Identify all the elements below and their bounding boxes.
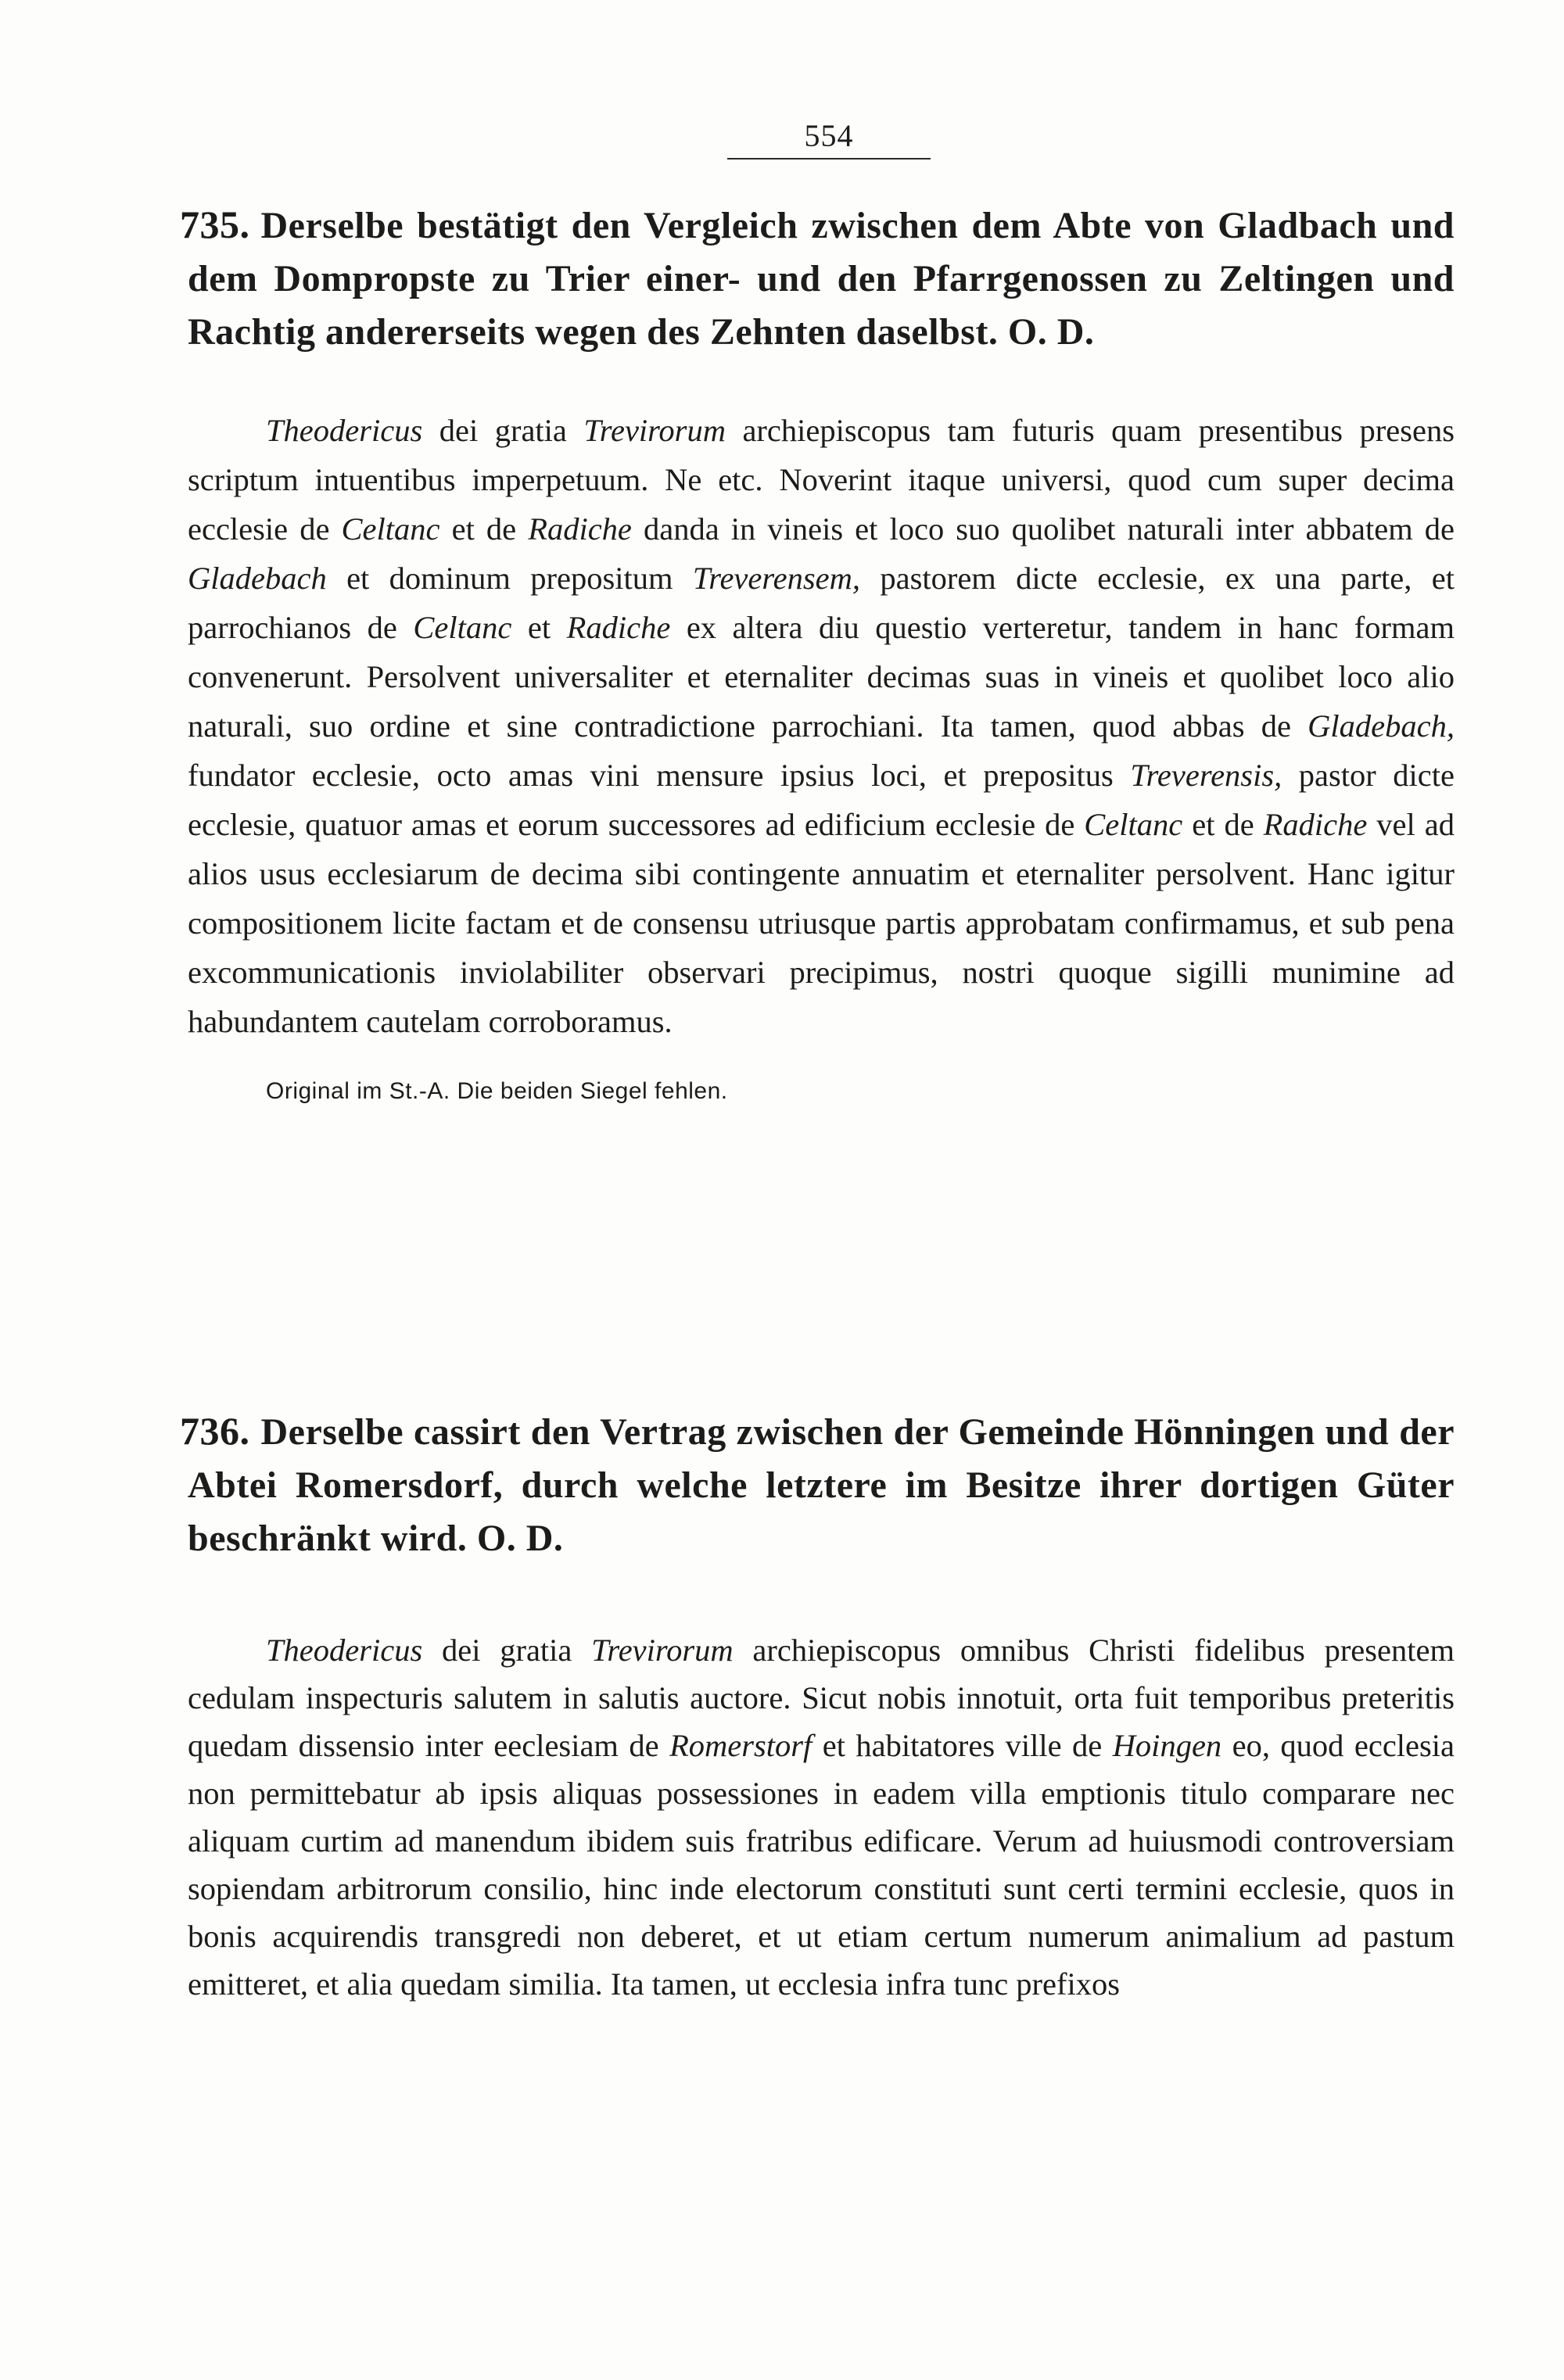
italic-name: Celtanc xyxy=(341,511,440,547)
text-run: pastor dicte ecclesie, quatuor amas et eorum successores ad edificium ecclesie de xyxy=(188,758,1455,843)
italic-name: Theodericus xyxy=(266,413,423,449)
text-run: et de xyxy=(1182,807,1264,843)
italic-name: Trevirorum xyxy=(591,1633,734,1669)
italic-name: Hoingen xyxy=(1112,1728,1222,1764)
italic-name: Trevirorum xyxy=(583,413,726,449)
text-run: dei gratia xyxy=(422,413,584,449)
page-number: 554 xyxy=(804,118,854,153)
text-run: et de xyxy=(439,511,529,547)
entry-heading-text: Derselbe cassirt den Vertrag zwischen der Gemeinde Hönningen und der Abtei Romersdorf, durch welche letztere im Besitze ihrer dortigen Güter beschränkt wird. O. D. xyxy=(188,1411,1455,1560)
italic-name: Radiche xyxy=(566,610,671,646)
italic-name: Theodericus xyxy=(266,1633,423,1669)
italic-name: Gladebach xyxy=(188,561,327,597)
entry-body xyxy=(188,406,1455,1046)
italic-name: Celtanc xyxy=(413,610,512,646)
italic-name: Treverensem, xyxy=(692,561,860,597)
italic-name: Treverensis, xyxy=(1130,758,1282,794)
text-run: archiepiscopus omnibus Christi fidelibus presentem cedulam inspecturis salutem in salutis auctore. Sicut nobis innotuit, orta fuit temporibus preteritis quedam dissensio inter eeclesiam de xyxy=(188,1633,1455,1764)
entry-735 xyxy=(180,197,1455,1105)
italic-name: Gladebach, xyxy=(1308,708,1455,744)
entry-source-note: Original im St.-A. Die beiden Siegel fehlen. xyxy=(266,1077,728,1104)
entry-number: 735. xyxy=(180,203,250,246)
italic-name: Radiche xyxy=(1263,807,1368,843)
italic-name: Romerstorf xyxy=(669,1728,812,1764)
text-run: archiepiscopus tam futuris quam presentibus presens scriptum intuentibus imperpetuum. Ne etc. Noverint itaque universi, quod cum super decima ecclesie de xyxy=(188,413,1455,547)
text-run: et xyxy=(511,610,567,646)
entry-heading xyxy=(180,1403,1455,1565)
text-run: et dominum prepositum xyxy=(326,561,693,597)
text-run: ex altera diu questio verteretur, tandem in hanc formam convenerunt. Persolvent universaliter et eternaliter decimas suas in vineis et quolibet loco alio naturali, suo ordine et sine contradictione parrochiani. Ita tamen, quod abbas de xyxy=(188,610,1455,744)
entry-number: 736. xyxy=(180,1409,250,1453)
text-run: pastorem dicte ecclesie, ex una parte, et parrochianos de xyxy=(188,561,1455,646)
text-run: fundator ecclesie, octo amas vini mensure ipsius loci, et prepositus xyxy=(188,758,1131,794)
text-run: danda in vineis et loco suo quolibet naturali inter abbatem de xyxy=(631,511,1455,547)
text-run: dei gratia xyxy=(422,1633,592,1669)
italic-name: Celtanc xyxy=(1084,807,1183,843)
entry-heading-text: Derselbe bestätigt den Vergleich zwischen dem Abte von Gladbach und dem Dompropste zu Trier einer- und den Pfarrgenossen zu Zeltingen und Rachtig andererseits wegen des Zehnten daselbst. O. D. xyxy=(188,205,1455,353)
text-run: eo, quod ecclesia non permittebatur ab ipsis aliquas possessiones in eadem villa emptionis titulo comparare nec aliquam curtim ad manendum ibidem suis fratribus edificare. Verum ad huiusmodi controversiam sopiendam arbitrorum consilio, hinc inde electorum constituti sunt certi termini ecclesie, quos in bonis acquirendis transgredi non deberet, et ut etiam certum numerum animalium ad pastum emitteret, et alia quedam similia. Ita tamen, ut ecclesia infra tunc prefixos xyxy=(188,1728,1455,2002)
page-number-rule xyxy=(727,158,931,160)
text-run: et habitatores ville de xyxy=(812,1728,1113,1764)
entry-heading xyxy=(180,197,1455,359)
entry-body xyxy=(188,1626,1455,2008)
italic-name: Radiche xyxy=(528,511,632,547)
text-run: vel ad alios usus ecclesiarum de decima sibi contingente annuatim et eternaliter persolvent. Hanc igitur compositionem licite factam et de consensu utriusque partis approbatam confirmamus, et sub pena excommunicationis inviolabiliter observari precipimus, nostri quoque sigilli munimine ad habundantem cautelam corroboramus. xyxy=(188,807,1455,1040)
entry-736 xyxy=(180,1403,1455,2040)
